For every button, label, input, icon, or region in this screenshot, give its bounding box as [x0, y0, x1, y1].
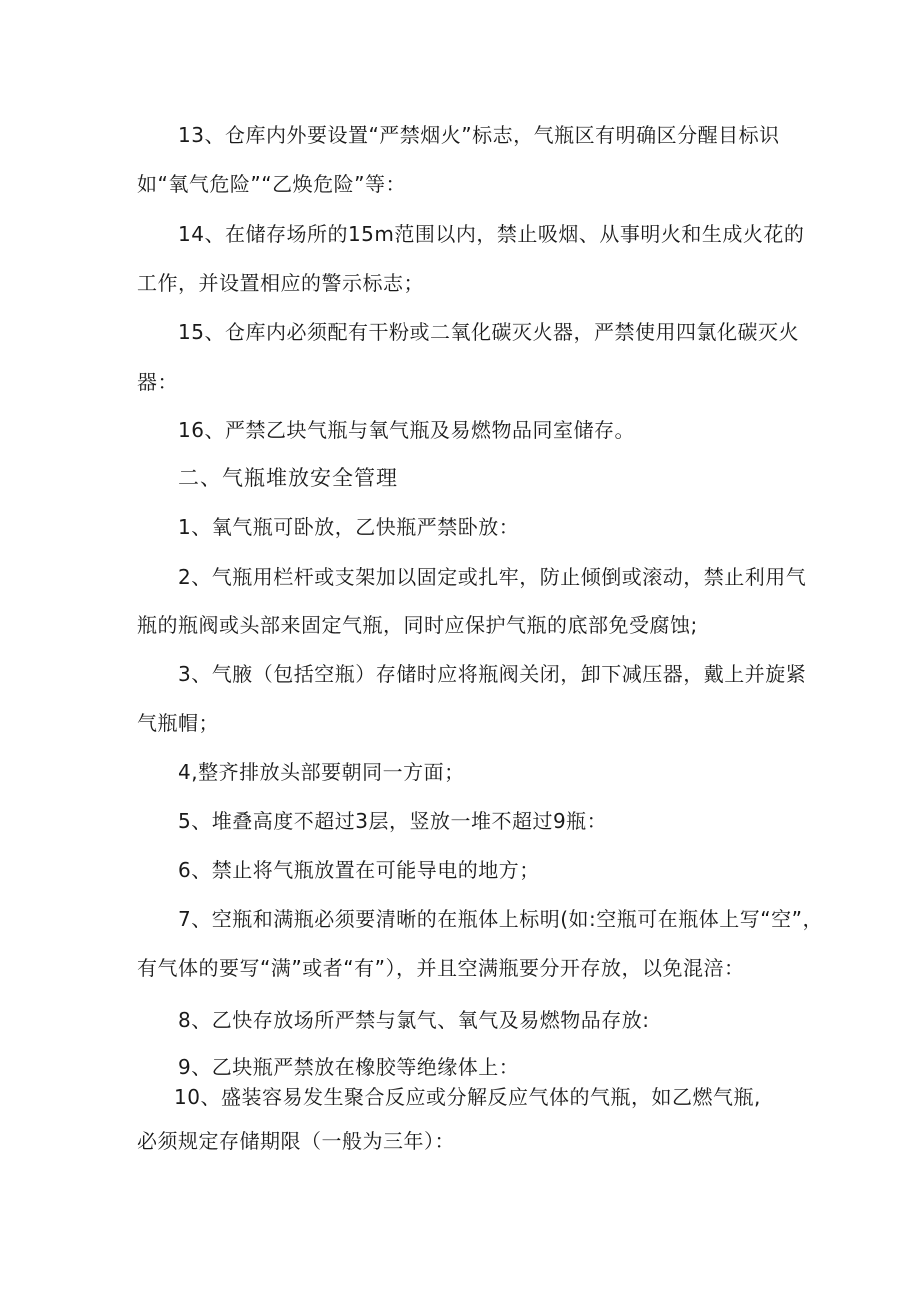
paragraph-15-line-2: 器： — [137, 370, 178, 394]
item-8: 8、乙快存放场所严禁与氯气、氧气及易燃物品存放: — [178, 1008, 650, 1032]
item-7-line-2: 有气体的要写“满”或者“有”），并且空满瓶要分开存放，以免混涪： — [137, 956, 745, 980]
paragraph-13-line-2: 如“氧气危险”“乙焕危险”等： — [137, 172, 406, 196]
item-10-line-1: 10、盛装容易发生聚合反应或分解反应气体的气瓶，如乙燃气瓶, — [174, 1085, 761, 1109]
item-1: 1、氧气瓶可卧放，乙快瓶严禁卧放： — [178, 515, 520, 539]
item-4: 4,整齐排放头部要朝同一方面； — [178, 760, 465, 784]
item-9: 9、乙块瓶严禁放在橡胶等绝缘体上： — [178, 1055, 520, 1079]
item-6: 6、禁止将气瓶放置在可能导电的地方； — [178, 858, 540, 882]
paragraph-14-line-2: 工作，并设置相应的警示标志； — [137, 271, 424, 295]
item-10-line-2: 必须规定存储期限（一般为三年）： — [137, 1129, 455, 1153]
paragraph-14-line-1: 14、在储存场所的15m范围以内，禁止吸烟、从事明火和生成火花的 — [178, 222, 805, 246]
section-heading: 二、气瓶堆放安全管理 — [178, 466, 398, 490]
item-2-line-1: 2、气瓶用栏杆或支架加以固定或扎牢，防止倾倒或滚动，禁止利用气 — [178, 565, 807, 589]
item-3-line-2: 气瓶帽； — [137, 711, 219, 735]
paragraph-15-line-1: 15、仓库内必须配有干粉或二氧化碳灭火器，严禁使用四氯化碳灭火 — [178, 320, 799, 344]
item-7-line-1: 7、空瓶和满瓶必须要清晰的在瓶体上标明(如:空瓶可在瓶体上写“空”， — [178, 907, 823, 931]
item-3-line-1: 3、气腋（包括空瓶）存储时应将瓶阀关闭，卸下减压器，戴上并旋紧 — [178, 662, 807, 686]
item-2-line-2: 瓶的瓶阀或头部来固定气瓶，同时应保护气瓶的底部免受腐蚀; — [137, 613, 698, 637]
paragraph-13-line-1: 13、仓库内外要设置“严禁烟火”标志，气瓶区有明确区分醒目标识 — [178, 123, 780, 147]
item-5: 5、堆叠高度不超过3层，竖放一堆不超过9瓶： — [178, 809, 608, 833]
paragraph-16: 16、严禁乙块气瓶与氧气瓶及易燃物品同室储存。 — [178, 418, 635, 442]
